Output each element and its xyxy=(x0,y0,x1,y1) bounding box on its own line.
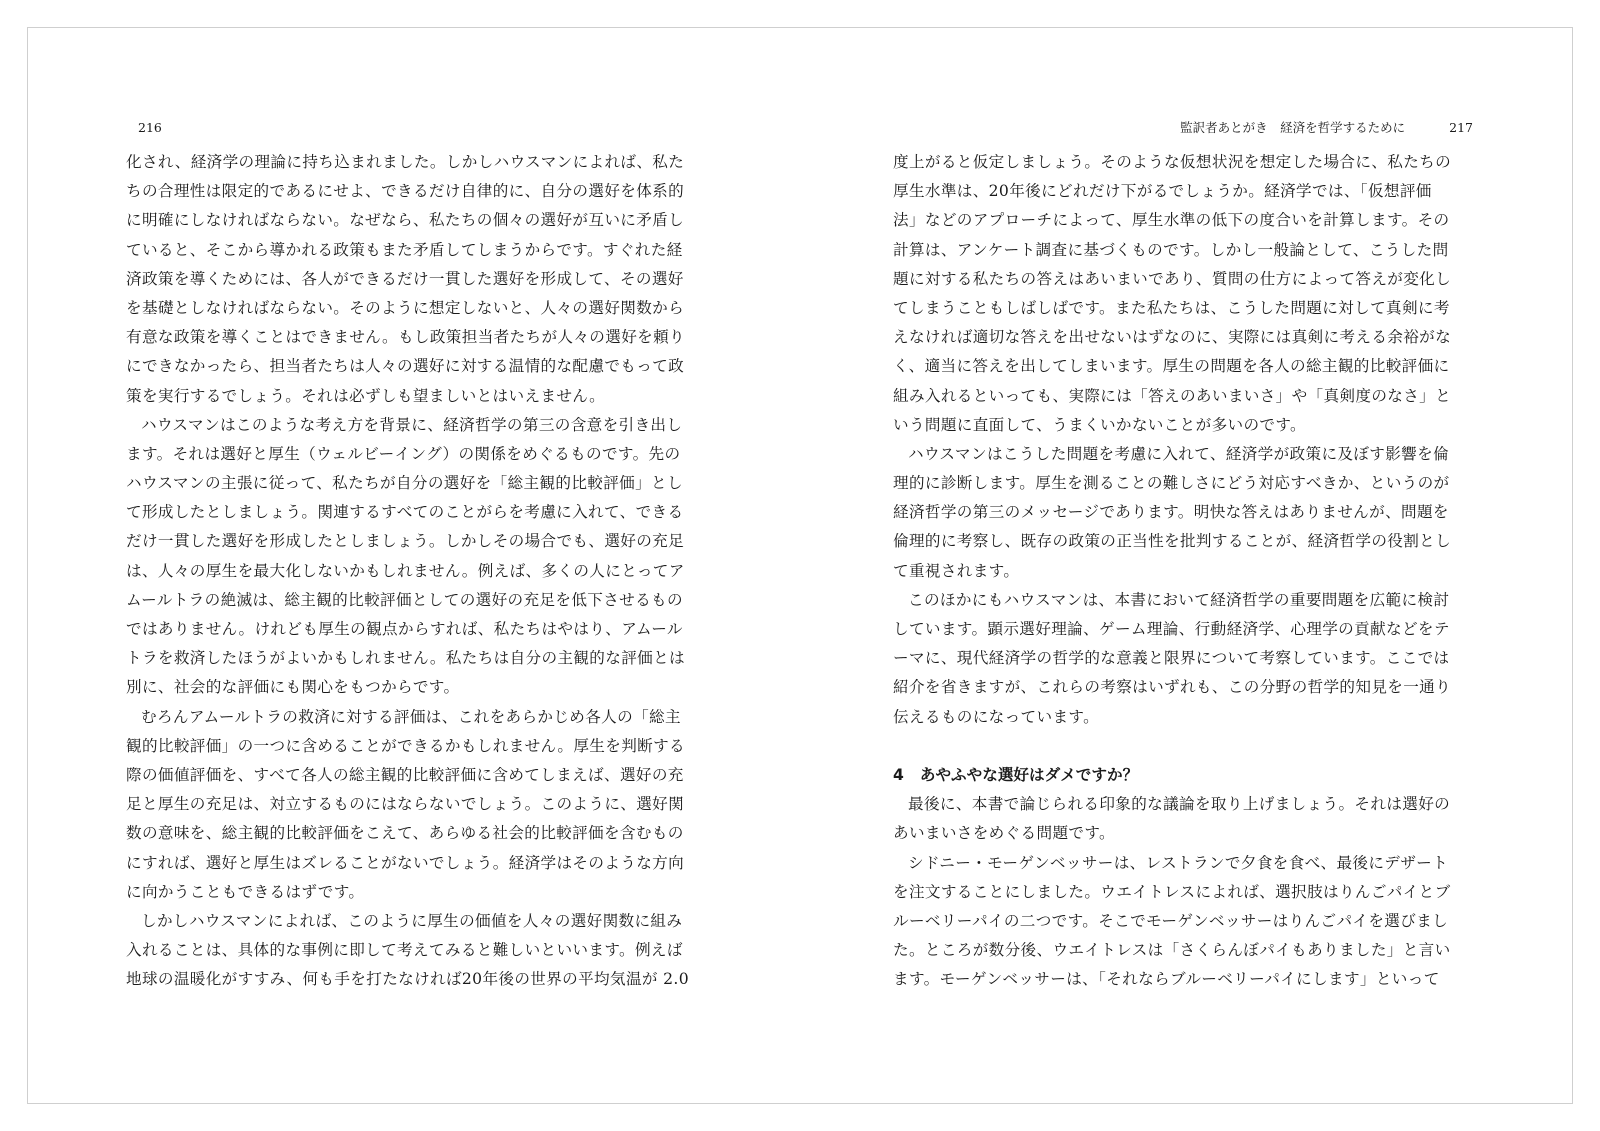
text-line: 経済哲学の第三のメッセージであります。明快な答えはありませんが、問題を xyxy=(893,503,1449,522)
left-page-body xyxy=(126,148,701,994)
text-line: ていると、そこから導かれる政策もまた矛盾してしまうからです。すぐれた経 xyxy=(126,240,683,259)
text-line: 厚生水準は、20年後にどれだけ下がるでしょうか。経済学では、「仮想評価 xyxy=(893,182,1432,201)
text-line: にすれば、選好と厚生はズレることがないでしょう。経済学はそのような方向 xyxy=(126,853,685,872)
right-page-body-bottom xyxy=(893,790,1473,994)
text-line: ではありません。けれども厚生の観点からすれば、私たちはやはり、アムール xyxy=(126,620,683,638)
text-line: 化され、経済学の理論に持ち込まれました。しかしハウスマンによれば、私た xyxy=(126,153,685,171)
section-heading xyxy=(893,761,1473,790)
text-line: 伝えるものになっています。 xyxy=(893,707,1100,726)
page-number-left: 216 xyxy=(138,120,162,135)
text-line: 足と厚生の充足は、対立するものにはならないでしょう。このように、選好関 xyxy=(126,795,685,814)
text-line: に明確にしなければならない。なぜなら、私たちの個々の選好が互いに矛盾し xyxy=(126,211,685,230)
text-line: 有意な政策を導くことはできません。もし政策担当者たちが人々の選好を頼り xyxy=(126,328,685,347)
text-line: 紹介を省きますが、これらの考察はいずれも、この分野の哲学的知見を一通り xyxy=(893,678,1452,697)
text-line: ムールトラの絶滅は、総主観的比較評価としての選好の充足を低下させるもの xyxy=(126,590,683,609)
text-line: だけ一貫した選好を形成したとしましょう。しかしその場合でも、選好の充足 xyxy=(126,532,685,551)
text-line: ます。それは選好と厚生（ウェルビーイング）の関係をめぐるものです。先の xyxy=(126,444,681,463)
text-line: ハウスマンはこうした問題を考慮に入れて、経済学が政策に及ぼす影響を倫 xyxy=(908,444,1449,463)
text-line: 入れることは、具体的な事例に即して考えてみると難しいといいます。例えば xyxy=(126,941,683,960)
text-line: 観的比較評価」の一つに含めることができるかもしれません。厚生を判断する xyxy=(126,736,685,755)
section-title: あやふやな選好はダメですか？ xyxy=(919,765,1139,784)
text-line: 別に、社会的な評価にも関心をもつからです。 xyxy=(126,678,460,697)
text-line: て重視されます。 xyxy=(893,561,1020,580)
text-line: 理的に診断します。厚生を測ることの難しさにどう対応すべきか、というのが xyxy=(893,474,1450,493)
left-page xyxy=(126,118,701,994)
text-line: 組み入れるといっても、実際には「答えのあいまいさ」や「真剣度のなさ」と xyxy=(893,386,1452,405)
text-line: て形成したとしましょう。関連するすべてのことがらを考慮に入れて、できる xyxy=(126,503,684,522)
text-line: にできなかったら、担当者たちは人々の選好に対する温情的な配慮でもって政 xyxy=(126,357,685,376)
left-page-header xyxy=(126,118,701,138)
text-line: は、人々の厚生を最大化しないかもしれません。例えば、多くの人にとってア xyxy=(126,561,685,580)
text-line: ハウスマンはこのような考え方を背景に、経済哲学の第三の含意を引き出し xyxy=(141,415,683,434)
section-number: 4 xyxy=(893,765,904,784)
text-line: 法」などのアプローチによって、厚生水準の低下の度合いを計算します。その xyxy=(893,211,1450,230)
text-line: 度上がると仮定しましょう。そのような仮想状況を想定した場合に、私たちの xyxy=(893,153,1452,171)
right-page-header xyxy=(893,118,1473,138)
text-line: むろんアムールトラの救済に対する評価は、これをあらかじめ各人の「総主 xyxy=(141,707,681,726)
text-line: を基礎としなければならない。そのように想定しないと、人々の選好関数から xyxy=(126,298,685,317)
text-line: ルーベリーパイの二つです。そこでモーゲンベッサーはりんごパイを選びまし xyxy=(893,911,1449,930)
running-title: 監訳者あとがき 経済を哲学するために xyxy=(1180,120,1406,135)
text-line: を注文することにしました。ウエイトレスによれば、選択肢はりんごパイとブ xyxy=(893,882,1451,901)
text-line: しかしハウスマンによれば、このように厚生の価値を人々の選好関数に組み xyxy=(141,911,683,930)
text-line: しています。顕示選好理論、ゲーム理論、行動経済学、心理学の貢献などをテ xyxy=(893,620,1450,638)
text-line: ハウスマンの主張に従って、私たちが自分の選好を「総主観的比較評価」とし xyxy=(126,474,683,493)
text-line: く、適当に答えを出してしまいます。厚生の問題を各人の総主観的比較評価に xyxy=(893,357,1450,376)
text-line: 数の意味を、総主観的比較評価をこえて、あらゆる社会的比較評価を含むもの xyxy=(126,824,684,843)
text-line: ちの合理性は限定的であるにせよ、できるだけ自律的に、自分の選好を体系的 xyxy=(126,182,685,201)
text-line: に向かうこともできるはずです。 xyxy=(126,882,365,901)
text-line: 策を実行するでしょう。それは必ずしも望ましいとはいえません。 xyxy=(126,386,606,405)
text-line: 地球の温暖化がすすみ、何も手を打たなければ20年後の世界の平均気温が 2.0 xyxy=(126,970,689,989)
text-line: た。ところが数分後、ウエイトレスは「さくらんぼパイもありました」と言い xyxy=(893,941,1451,960)
text-line: あいまいさをめぐる問題です。 xyxy=(893,824,1115,843)
text-line: シドニー・モーゲンベッサーは、レストランで夕食を食べ、最後にデザート xyxy=(908,853,1449,872)
text-line: 倫理的に考察し、既存の政策の正当性を批判することが、経済哲学の役割とし xyxy=(893,532,1452,551)
text-line: ーマに、現代経済学の哲学的な意義と限界について考察しています。ここでは xyxy=(893,649,1450,668)
right-page-body-top xyxy=(893,148,1473,732)
text-line: ます。モーゲンベッサーは、「それならブルーベリーパイにします」といって xyxy=(893,970,1440,989)
text-line: 題に対する私たちの答えはあいまいであり、質問の仕方によって答えが変化し xyxy=(893,269,1452,288)
section-spacer xyxy=(893,732,1473,761)
page-number-right: 217 xyxy=(1449,120,1473,135)
text-line: えなければ適切な答えを出せないはずなのに、実際には真剣に考える余裕がな xyxy=(893,328,1452,347)
right-page xyxy=(893,118,1473,994)
text-line: 際の価値評価を、すべて各人の総主観的比較評価に含めてしまえば、選好の充 xyxy=(126,765,684,784)
text-line: このほかにもハウスマンは、本書において経済哲学の重要問題を広範に検討 xyxy=(908,590,1450,609)
text-line: トラを救済したほうがよいかもしれません。私たちは自分の主観的な評価とは xyxy=(126,649,685,668)
text-line: いう問題に直面して、うまくいかないことが多いのです。 xyxy=(893,415,1306,434)
text-line: 済政策を導くためには、各人ができるだけ一貫した選好を形成して、その選好 xyxy=(126,269,684,288)
text-line: 最後に、本書で論じられる印象的な議論を取り上げましょう。それは選好の xyxy=(908,795,1451,814)
text-line: 計算は、アンケート調査に基づくものです。しかし一般論として、こうした問 xyxy=(893,240,1449,259)
text-line: てしまうこともしばしばです。また私たちは、こうした問題に対して真剣に考 xyxy=(893,298,1450,317)
